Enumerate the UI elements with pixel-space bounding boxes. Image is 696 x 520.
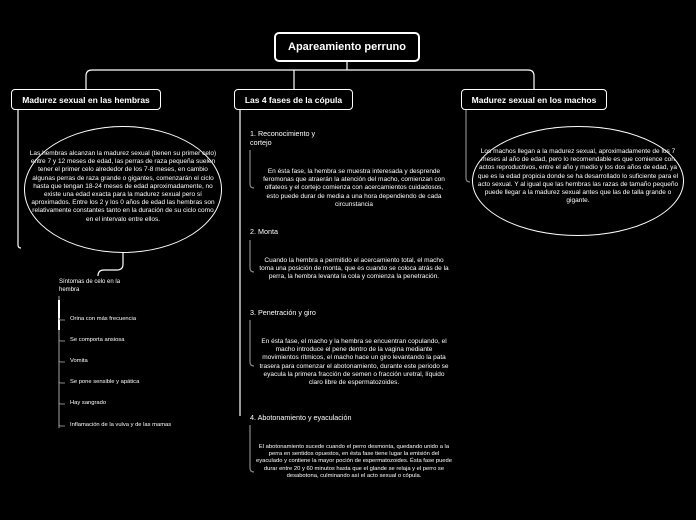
symptom-item[interactable]: Vomita bbox=[70, 358, 88, 364]
branch-males[interactable] bbox=[461, 89, 607, 110]
phase-1-text[interactable]: En ésta fase, la hembra se muestra interesada y desprende feromonas que atraerán la atención del macho, comienzan con olfateos y el cortejo comienza con acercamientos cuidadosos, esto puede durar de media a una hora dependiendo de cada circunstancia bbox=[263, 168, 445, 208]
symptom-item[interactable]: Inflamación de la vulva y de las mamas bbox=[70, 422, 172, 428]
phase-2-text[interactable]: Cuando la hembra a permitido el acercamiento total, el macho toma una posición de monta, que es cuando se coloca atrás de la perra, la hembra levanta la cola y comienza la penetración. bbox=[259, 257, 449, 281]
symptom-item[interactable]: Hay sangrado bbox=[70, 400, 107, 406]
males-text: Los machos llegan a la madurez sexual, aproximadamente de los 7 meses al año de edad, pero lo recomendable es que comience con actos reproductivos, entre el año y medio y los dos años de edad, ya que es la edad propicia donde se ha desarrollado lo suficiente para el acto sexual. Y al igual que las hembras las razas de tamaño pequeño puede llegar a la madurez sexual antes que las de talla grande o gigante. bbox=[477, 148, 679, 205]
root-title: Apareamiento perruno bbox=[288, 41, 406, 53]
symptoms-title[interactable]: Síntomas de celo en la hembra bbox=[59, 279, 121, 293]
phase-4-title[interactable]: 4. Abotonamiento y eyaculación bbox=[250, 413, 352, 422]
phase-1-title[interactable]: 1. Reconocimiento y cortejo bbox=[250, 129, 316, 147]
phase-4-text[interactable]: El abotonamiento sucede cuando el perro desmonta, quedando unido a la perra en sentidos opuestos, en ésta fase tiene lugar la emisión del eyaculado y contiene la mayor poción de espermatozoides. Ésta fase puede durar entre 20 y 60 minutos hasta que el glande se relaja y el perro se desabotona, culminando así el acto sexual o cópula. bbox=[256, 444, 452, 479]
phase-3-title[interactable]: 3. Penetración y giro bbox=[250, 308, 316, 317]
females-text: Las hembras alcanzan la madurez sexual (tienen su primer celo) entre 7 y 12 meses de edad, las perras de raza pequeña suelen tener el primer celo alrededor de los 7-8 meses, en cambio algunas perras de raza grande o gigantes, comenzarán el ciclo hasta que tengan 18-24 meses de edad aproximadamente, no existe una edad exacta para la madurez sexual pero sí aproximados. Entre los 2 y los 0 años de edad las hembras son relativamente constantes tanto en la duración de su ciclo como en el intervalo entre ellos. bbox=[29, 150, 217, 223]
symptom-item[interactable]: Orina con más frecuencia bbox=[70, 316, 137, 322]
symptom-item[interactable]: Se comporta ansiosa bbox=[70, 337, 125, 343]
branch-phases[interactable] bbox=[234, 89, 353, 110]
phase-3-text[interactable]: En ésta fase, el macho y la hembra se encuentran copulando, el macho introduce el pene dentro de la vagina mediante movimientos rítmicos, el macho hace un giro levantando la pata trasera para comenzar el abotonamiento, durante este periodo se eyacula la primera fracción de semen o fracción uretral, líquido claro libre de espermatozoides. bbox=[259, 338, 449, 387]
phase-2-title[interactable]: 2. Monta bbox=[250, 227, 278, 236]
branch-phases-title: Las 4 fases de la cópula bbox=[244, 94, 343, 105]
branch-males-title: Madurez sexual en los machos bbox=[471, 94, 597, 105]
symptom-item[interactable]: Se pone sensible y apática bbox=[70, 379, 140, 385]
branch-females[interactable] bbox=[11, 89, 161, 110]
branch-females-title: Madurez sexual en las hembras bbox=[22, 94, 150, 105]
root-node[interactable] bbox=[274, 32, 420, 62]
